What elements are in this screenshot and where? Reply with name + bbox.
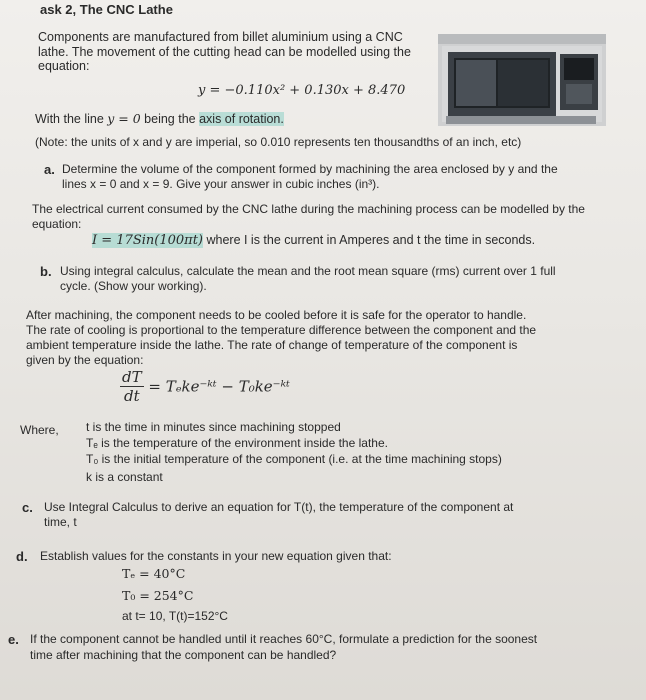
current-line-1: The electrical current consumed by the CNC lathe during the machining process can be modelled by the	[32, 202, 585, 216]
intro-line-1: Components are manufactured from billet aluminium using a CNC	[38, 30, 403, 44]
cnc-lathe-image	[438, 34, 606, 126]
fraction-dT-dt	[120, 368, 144, 405]
intro-line-2: lathe. The movement of the cutting head can be modelled using the	[38, 45, 411, 59]
part-a-line-1: Determine the volume of the component formed by machining the area enclosed by y and the	[62, 162, 558, 176]
intro-line-3: equation:	[38, 59, 90, 73]
part-c-line-1: Use Integral Calculus to derive an equation for T(t), the temperature of the component at	[44, 500, 514, 514]
current-equation-tail: where I is the current in Amperes and t the time in seconds.	[203, 233, 536, 247]
part-a-line-2: lines x = 0 and x = 9. Give your answer in cubic inches (in³).	[62, 177, 380, 191]
part-e-line-2: time after machining that the component can be handled?	[30, 648, 337, 662]
equation-rhs: = Tₑke⁻ᵏᵗ − T₀ke⁻ᵏᵗ	[148, 377, 290, 396]
axis-line-eq: y = 0	[107, 111, 141, 126]
axis-line-pre: With the line	[35, 112, 108, 126]
differential-equation	[120, 368, 290, 405]
axis-line	[35, 111, 284, 127]
part-b-line-2: cycle. (Show your working).	[60, 279, 207, 293]
equation-y: y = −0.110x² + 0.130x + 8.470	[198, 83, 406, 98]
fraction-numerator: dT	[122, 368, 142, 386]
part-d-label: d.	[16, 549, 28, 564]
axis-line-highlight: axis of rotation.	[199, 112, 284, 126]
current-equation-line	[92, 233, 535, 248]
where-item: T₀ is the initial temperature of the component (i.e. at the time machining stops)	[86, 452, 502, 466]
current-line-2: equation:	[32, 217, 82, 231]
where-item: k is a constant	[86, 470, 163, 484]
part-e-line-1: If the component cannot be handled until it reaches 60°C, formulate a prediction for the soonest	[30, 632, 538, 646]
given-t10: at t= 10, T(t)=152°C	[122, 609, 228, 623]
page-title: ask 2, The CNC Lathe	[40, 2, 173, 17]
cnc-lathe-icon	[438, 34, 606, 126]
part-a-label: a.	[44, 162, 55, 177]
current-equation: I = 17Sin(100πt)	[92, 233, 203, 248]
part-e-label: e.	[8, 632, 19, 647]
part-b-label: b.	[40, 264, 52, 279]
cooling-line-4: given by the equation:	[26, 353, 144, 367]
part-c-label: c.	[22, 500, 33, 515]
given-t0: T₀ = 254°C	[122, 588, 194, 603]
axis-line-mid: being the	[140, 112, 200, 126]
where-item: t is the time in minutes since machining stopped	[86, 420, 341, 434]
part-c-line-2: time, t	[44, 515, 77, 529]
cooling-line-1: After machining, the component needs to be cooled before it is safe for the operator to handle.	[26, 308, 527, 322]
part-d-line-1: Establish values for the constants in your new equation given that:	[40, 549, 392, 563]
part-b-line-1: Using integral calculus, calculate the mean and the root mean square (rms) current over 1 full	[60, 264, 556, 278]
cooling-line-3: ambient temperature inside the lathe. The rate of change of temperature of the component is	[26, 338, 518, 352]
cooling-line-2: The rate of cooling is proportional to the temperature difference between the component and the	[26, 323, 537, 337]
units-note: (Note: the units of x and y are imperial, so 0.010 represents ten thousandths of an inch, etc)	[35, 135, 522, 149]
where-item: Tₑ is the temperature of the environment inside the lathe.	[86, 436, 388, 450]
fraction-denominator: dt	[123, 387, 140, 405]
given-te: Tₑ = 40°C	[122, 566, 186, 581]
where-label: Where,	[20, 423, 59, 437]
